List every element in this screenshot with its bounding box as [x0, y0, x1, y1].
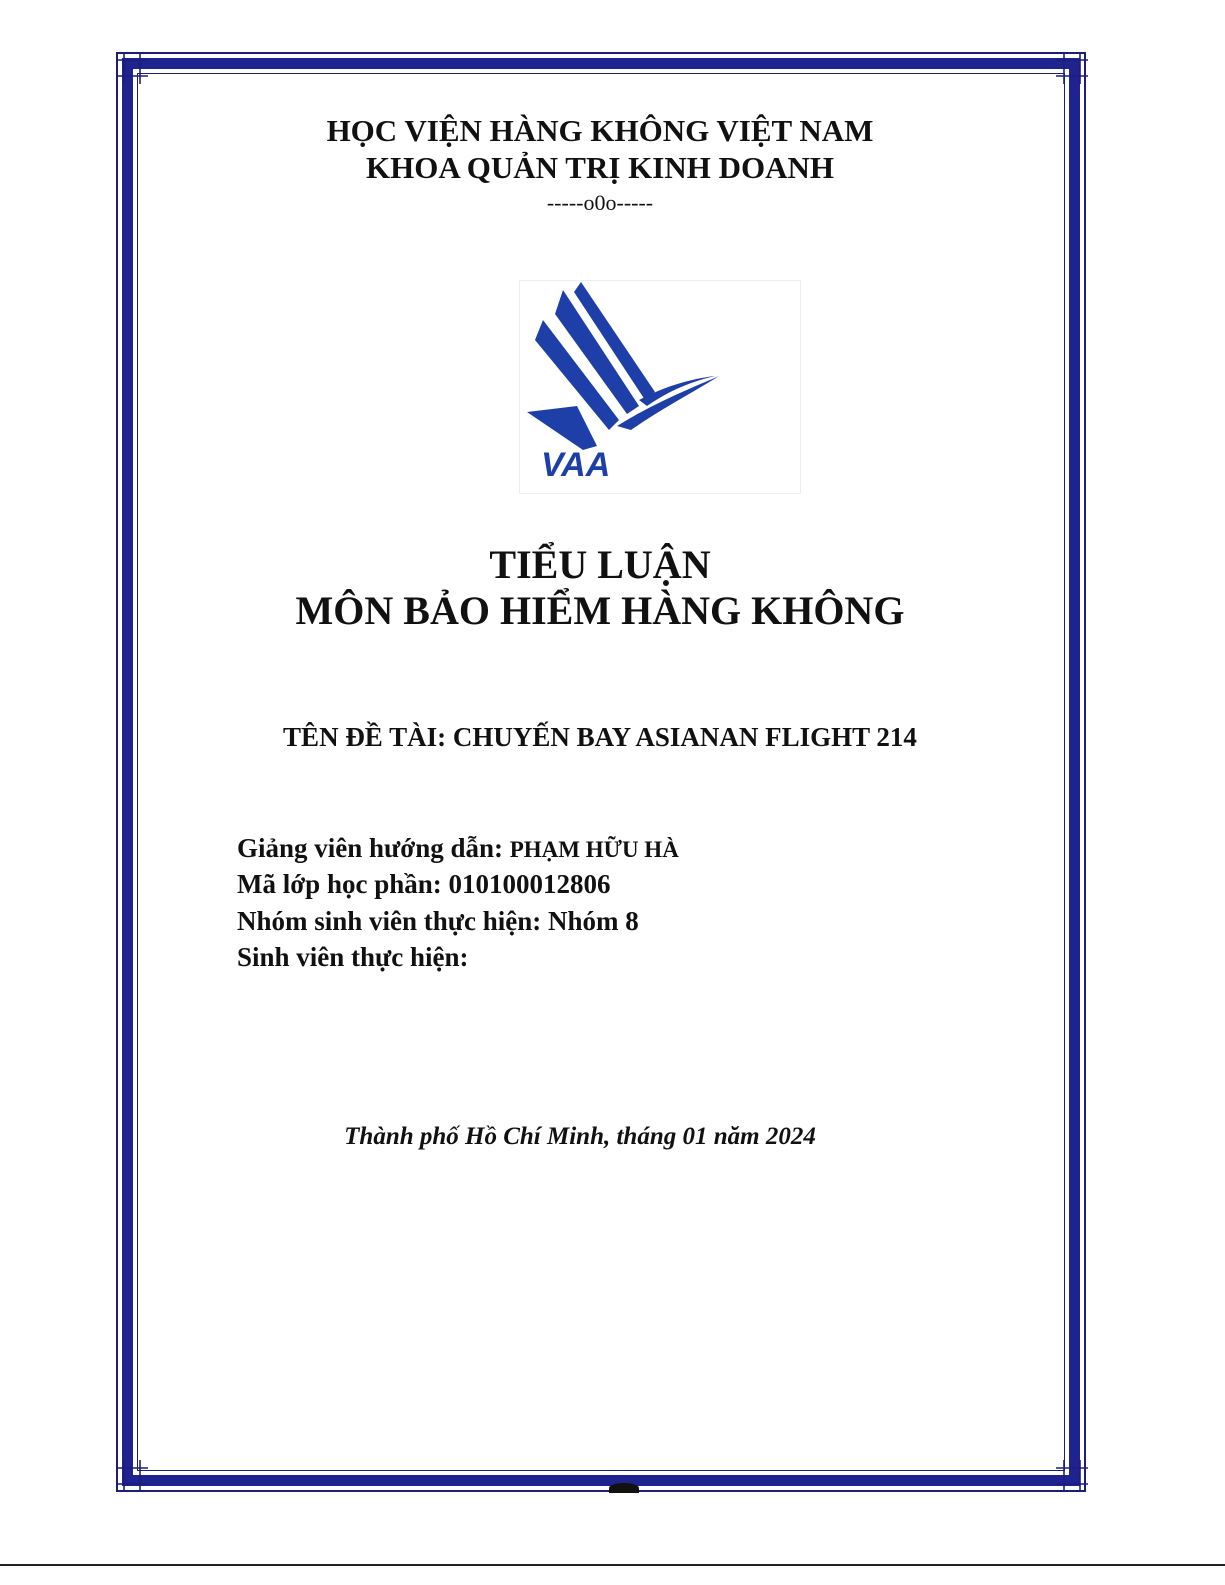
- corner-ornament-bottom-left: [114, 1458, 150, 1494]
- class-code-value: 010100012806: [448, 869, 611, 899]
- group-label: Nhóm sinh viên thực hiện:: [237, 906, 549, 936]
- class-code-label: Mã lớp học phần:: [237, 869, 449, 899]
- faculty-name: KHOA QUẢN TRỊ KINH DOANH: [366, 150, 834, 185]
- corner-ornament-top-right: [1054, 50, 1090, 86]
- course-title: MÔN BẢO HIỂM HÀNG KHÔNG: [295, 588, 905, 633]
- lecturer-line: [237, 833, 679, 864]
- institution-name: HỌC VIỆN HÀNG KHÔNG VIỆT NAM: [326, 113, 874, 148]
- class-code-line: [237, 869, 611, 900]
- students-label: Sinh viên thực hiện:: [237, 942, 469, 972]
- logo-text: VAA: [541, 446, 611, 484]
- lecturer-label: Giảng viên hướng dẫn:: [237, 833, 510, 863]
- page-bottom-rule: [0, 1564, 1225, 1566]
- border-bottom-mark: [609, 1483, 639, 1493]
- group-value: Nhóm 8: [548, 906, 639, 936]
- corner-ornament-bottom-right: [1054, 1458, 1090, 1494]
- vaa-wing-logo-icon: [519, 280, 801, 494]
- lecturer-name: PHẠM HỮU HÀ: [509, 837, 679, 862]
- group-line: [237, 906, 639, 937]
- document-type-title: TIỂU LUẬN: [489, 542, 711, 587]
- header-separator: -----o0o-----: [546, 190, 654, 215]
- topic-title: TÊN ĐỀ TÀI: CHUYẾN BAY ASIANAN FLIGHT 214: [283, 722, 917, 752]
- students-line: [237, 942, 469, 973]
- corner-ornament-top-left: [114, 50, 150, 86]
- place-and-date: Thành phố Hồ Chí Minh, tháng 01 năm 2024: [344, 1123, 816, 1150]
- vaa-logo: [519, 280, 801, 494]
